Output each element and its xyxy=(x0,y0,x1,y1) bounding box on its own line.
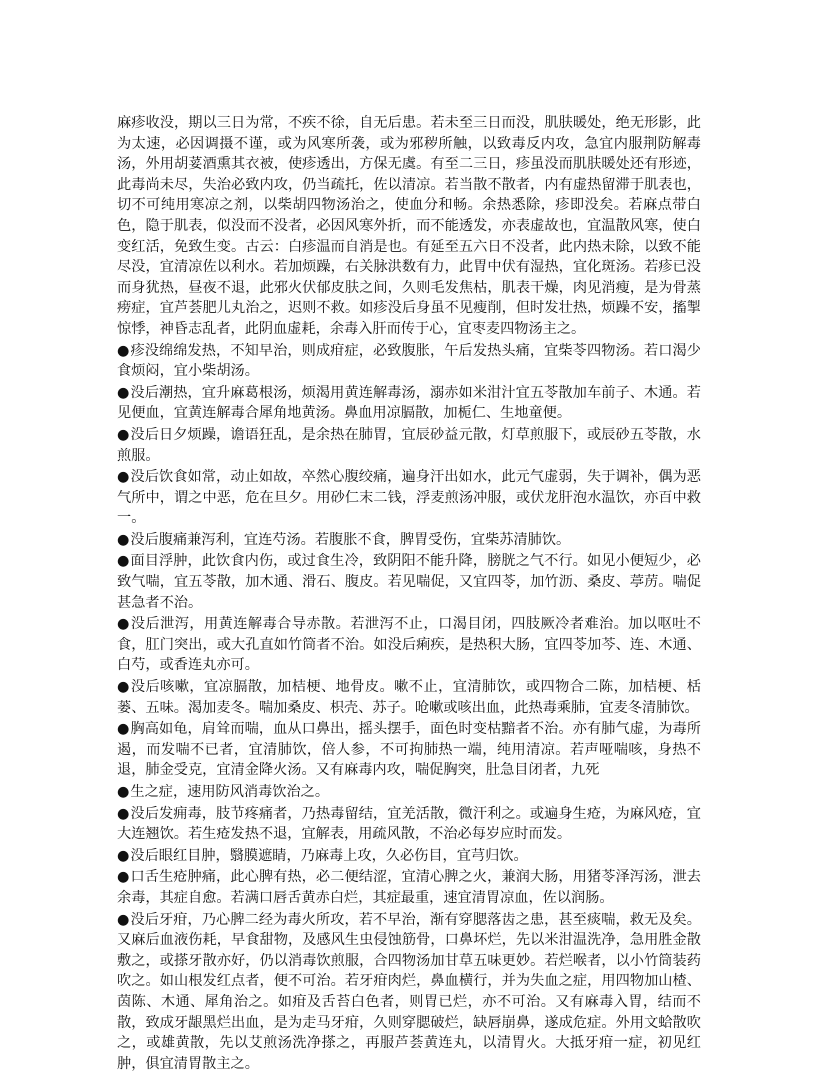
list-item-text: 没后腹痛兼泻利，宜连芍汤。若腹胀不食，脾胃受伤，宜柴苏清肺饮。 xyxy=(130,531,571,548)
list-item-text: 胸高如龟，肩耸而喘，血从口鼻出，摇头摆手，面色时变枯黯者不治。亦有肺气虚，为毒所遏，而发喘不已者，宜清肺饮，倍人参，不可拘肺热一端，纯用清凉。若声哑喘咳，身热不退，肺金受克，宜清金降火汤。又有麻毒内攻，喘促胸突，肚急目闭者，九死 xyxy=(117,721,701,779)
list-item-text: 口舌生疮肿痛，此心脾有热，必二便结涩，宜清心脾之火，兼润大肠，用猪苓泽泻汤，泄去余毒，其症自愈。若满口唇舌黄赤白烂，其症最重，速宜清胃凉血，佐以润肠。 xyxy=(117,869,701,906)
list-item-text: 没后泄泻，用黄连解毒合导赤散。若泄泻不止，口渴目闭，四肢厥冷者难治。加以呕吐不食，肛门突出，或大孔直如竹筒者不治。如没后痢疾，是热积大肠，宜四苓加芩、连、木通、白芍，或香连丸亦可。 xyxy=(117,616,701,674)
list-item-text: 没后咳嗽，宜凉膈散，加桔梗、地骨皮。嗽不止，宜清肺饮，或四物合二陈，加桔梗、栝蒌、五味。渴加麦冬。喘加桑皮、枳壳、苏子。呛嗽或咳出血，此热毒乘肺，宜麦冬清肺饮。 xyxy=(117,679,701,716)
bullet-icon: ● xyxy=(117,679,130,696)
list-item xyxy=(117,551,701,613)
bullet-icon: ● xyxy=(117,721,130,738)
list-item-text: 面目浮肿，此饮食内伤，或过食生冷，致阴阳不能升降，膀胱之气不行。如见小便短少，必致气喘，宜五苓散，加木通、滑石、腹皮。若见喘促，又宜四苓，加竹沥、桑皮、葶苈。喘促甚急者不治。 xyxy=(117,553,701,611)
bullet-icon: ● xyxy=(117,616,130,633)
list-item-text: 没后潮热，宜升麻葛根汤，烦渴用黄连解毒汤，溺赤如米泔汁宜五苓散加车前子、木通。若见便血，宜黄连解毒合犀角地黄汤。鼻血用凉膈散，加栀仁、生地童便。 xyxy=(117,384,701,422)
bullet-icon: ● xyxy=(117,911,130,928)
list-item-text: 疹没绵绵发热，不知早治，则成疳症，必致腹胀，午后发热头痛，宜柴苓四物汤。若口渴少食烦闷，宜小柴胡汤。 xyxy=(117,342,701,380)
list-item xyxy=(117,782,701,803)
bullet-icon: ● xyxy=(117,384,130,401)
bullet-icon: ● xyxy=(117,469,130,486)
list-item xyxy=(117,804,701,845)
bullet-icon: ● xyxy=(117,869,130,886)
list-item xyxy=(117,910,701,1075)
list-item xyxy=(117,383,701,424)
bullet-icon: ● xyxy=(117,531,130,548)
list-item-text: 没后日夕烦躁，谵语狂乱，是余热在肺胃，宜辰砂益元散，灯草煎服下，或辰砂五苓散，水煎服。 xyxy=(117,426,701,464)
bullet-icon: ● xyxy=(117,847,130,864)
list-item xyxy=(117,467,701,529)
list-item xyxy=(117,719,701,781)
bullet-icon: ● xyxy=(117,805,130,822)
bullet-icon: ● xyxy=(117,553,130,570)
list-item xyxy=(117,341,701,382)
document-body xyxy=(117,113,701,1075)
list-item xyxy=(117,425,701,466)
list-item xyxy=(117,867,701,908)
bullet-icon: ● xyxy=(117,784,130,800)
list-item-text: 没后饮食如常，动止如故，卒然心腹绞痛，遍身汗出如水，此元气虚弱，失于调补，偶为恶气所中，谓之中恶，危在旦夕。用砂仁末二钱，浮麦煎汤冲服，或伏龙肝泡水温饮，亦百中救一。 xyxy=(117,469,701,527)
list-item xyxy=(117,846,701,867)
list-item-text: 没后发痈毒，肢节疼痛者，乃热毒留结，宜羌活散，微汗利之。或遍身生疮，为麻风疮，宜大连翘饮。若生疮发热不退，宜解表，用疏风散，不治必每岁应时而发。 xyxy=(117,805,701,843)
list-item-text: 没后牙疳，乃心脾二经为毒火所攻，若不早治，渐有穿腮落齿之患，甚至痰喘，救无及矣。又麻后血液伤耗，早食甜物，及感风生虫侵蚀筋骨，口鼻坏烂，先以米泔温洗净，急用胜金散敷之，或搽牙散亦好，仍以消毒饮煎服，合四物汤加甘草五味更妙。若烂喉者，以小竹筒装药吹之。如山根发红点者，便不可治。若牙疳肉烂，鼻血横行，并为失血之症，用四物加山楂、茵陈、木通、犀角治之。如疳及舌苔白色者，则胃已烂，亦不可治。又有麻毒入胃，结而不散，致成牙龈黑烂出血，是为走马牙疳，久则穿腮破烂，缺唇崩鼻，遂成危症。外用文蛤散吹之，或雄黄散，先以艾煎汤洗净搽之，再服芦荟黄连丸，以清胃火。大抵牙疳一症，初见红肿，俱宜清胃散主之。 xyxy=(117,911,701,1072)
bullet-icon: ● xyxy=(117,426,130,443)
list-item xyxy=(117,530,701,551)
intro-paragraph: 麻疹收没，期以三日为常，不疾不徐，自无后患。若未至三日而没，肌肤暖处，绝无形影，此为太速，必因调摄不谨，或为风寒所袭，或为邪秽所触，以致毒反内攻，急宜内服荆防解毒汤，外用胡荽酒熏其衣被，使疹透出，方保无虞。有至二三日，疹虽没而肌肤暖处还有形迹，此毒尚未尽，失治必致内攻，仍当疏托，佐以清凉。若当散不散者，内有虚热留滞于肌表也，切不可纯用寒凉之剂，以柴胡四物汤治之，使血分和畅。余热悉除，疹即没矣。若麻点带白色，隐于肌表，似没而不没者，必因风寒外折，而不能透发，亦表虚故也，宜温散风寒，使白变红活，免致生变。古云：白疹温而自消是也。有延至五六日不没者，此内热未除，以致不能尽没，宜清凉佐以利水。若加烦躁，右关脉洪数有力，此胃中伏有湿热，宜化斑汤。若疹已没而身犹热，昼夜不退，此邪火伏郁皮肤之间，久则毛发焦枯，肌表干燥，肉见消瘦，是为骨蒸痨症，宜芦荟肥儿丸治之，迟则不救。如疹没后身虽不见瘦削，但时发壮热，烦躁不安，搐掣惊悸，神昏志乱者，此阴血虚耗，余毒入肝而传于心，宜枣麦四物汤主之。 xyxy=(117,115,701,337)
bullet-icon: ● xyxy=(117,342,130,359)
list-item xyxy=(117,677,701,718)
list-item xyxy=(117,614,701,676)
list-item-text: 生之症，速用防风消毒饮治之。 xyxy=(130,784,330,800)
list-item-text: 没后眼红目肿，翳膜遮睛，乃麻毒上攻，久必伤目，宜芎归饮。 xyxy=(130,847,528,864)
